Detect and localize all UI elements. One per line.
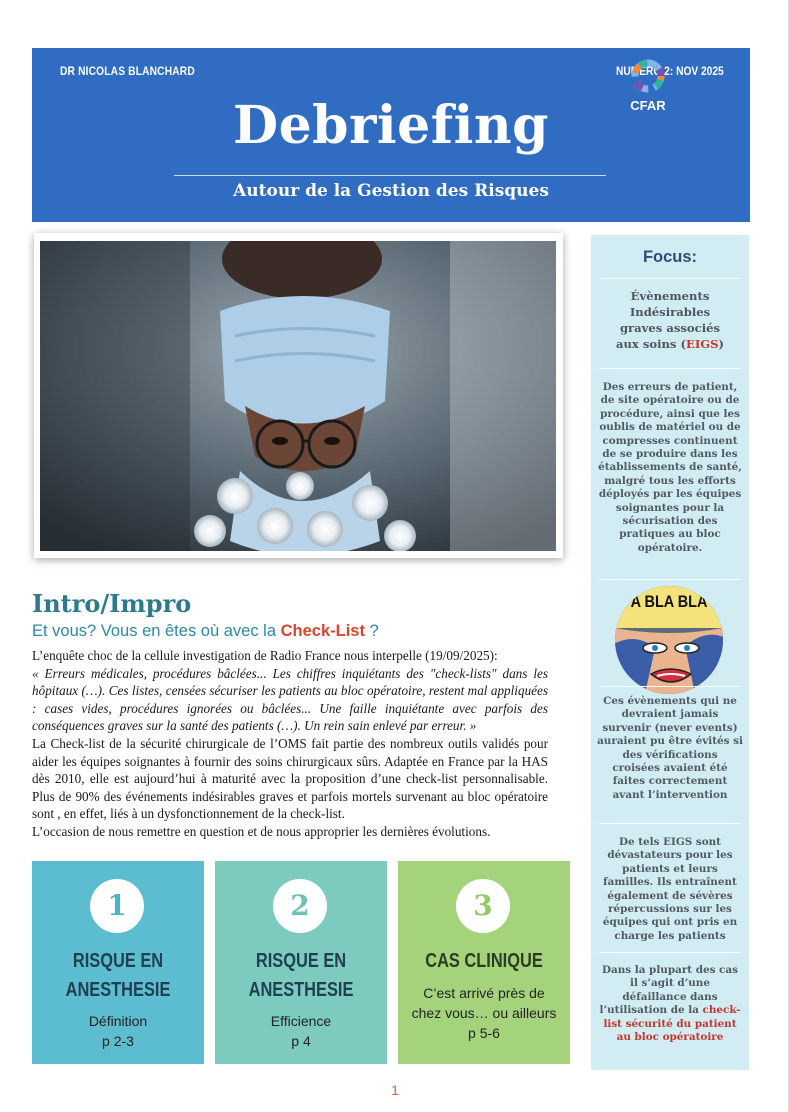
card-title-line: RISQUE EN (72, 950, 164, 972)
newsletter-title: Debriefing (232, 95, 550, 156)
sidebar-paragraph-2: Ces évènements qui ne devraient jamais survenir (never events) auraient pu être évités si des vérifications croisées avaient été faites correctement avant l’intervention (597, 695, 743, 801)
sidebar-divider (599, 278, 741, 279)
intro-paragraph-1: L’enquête choc de la cellule investigation de Radio France nous interpelle (19/09/2025): (32, 648, 498, 663)
author-name: DR NICOLAS BLANCHARD (60, 64, 195, 78)
card-page-ref: p 2-3 (102, 1033, 134, 1049)
page-number: 1 (391, 1082, 399, 1098)
heading-line: aux soins ( (615, 337, 686, 351)
card-desc-line: Efficience (270, 1013, 332, 1029)
intro-title: Intro/Impro (32, 589, 192, 618)
bla-bla-text: A BLA BLA (630, 592, 708, 611)
eigs-highlight: EIGS (686, 337, 719, 351)
heading-line-end: ) (718, 337, 725, 351)
cfar-logo-text: CFAR (630, 98, 666, 113)
sidebar-paragraph-3: De tels EIGS sont dévastateurs pour les patients et leurs familles. Ils entraînent également de sévères répercussions sur les équipes qui ont pris en charge les patients (602, 836, 738, 942)
card-title-line: ANESTHESIE (248, 979, 354, 1001)
sidebar-divider (599, 823, 741, 824)
sidebar-paragraph-1: Des erreurs de patient, de site opératoire ou de procédure, ainsi que les oublis de matériel ou de compresses continuent de se produire dans les établissements de santé, malgré tous les efforts déployés par les équipes soignantes pour la sécurisation des pratiques au bloc opératoire. (598, 381, 742, 554)
card-description (398, 983, 570, 1043)
sidebar-divider (599, 686, 741, 687)
intro-paragraph-3: L’occasion de nous remettre en question et de nous approprier les dernières évolutions. (32, 823, 491, 839)
intro-body (32, 647, 548, 841)
card-number: 3 (456, 879, 510, 933)
heading-line: graves associés (619, 321, 721, 335)
card-description (32, 1011, 204, 1051)
card-desc-line: C’est arrivé près de (423, 985, 545, 1001)
intro-subtitle-text: Et vous? Vous en êtes où avec la (32, 622, 281, 640)
card-title: CAS CLINIQUE (425, 950, 543, 972)
sidebar-divider (599, 952, 741, 953)
surgeon-photo (40, 241, 556, 551)
card-title-line: ANESTHESIE (65, 979, 171, 1001)
section-card-3[interactable] (398, 861, 570, 1064)
sidebar-paragraph-4 (597, 964, 743, 1044)
card-title-line: RISQUE EN (255, 950, 347, 972)
card-number: 2 (273, 879, 327, 933)
issue-number: NUMÉRO 2: NOV 2025 (616, 64, 724, 78)
card-description (215, 1011, 387, 1051)
card-desc-line: chez vous… ou ailleurs (411, 1005, 557, 1021)
intro-subtitle (32, 622, 379, 641)
focus-title: Focus: (642, 248, 698, 266)
checklist-link-highlight: check-list sécurité du patient au bloc opératoire (603, 1004, 741, 1044)
bla-bla-comic (615, 586, 723, 694)
header-divider (174, 175, 606, 176)
sidebar-divider (599, 579, 741, 580)
checklist-highlight: Check-List (280, 622, 365, 640)
surgeon-illustration-icon (40, 241, 556, 551)
card-page-ref: p 5-6 (468, 1025, 500, 1041)
newsletter-subtitle: Autour de la Gestion des Risques (233, 181, 549, 201)
radio-france-quote: « Erreurs médicales, procédures bâclées... Les chiffres inquiétants des "check-lists" dans les hôpitaux (…). Ces listes, censées sécuriser les patients au bloc opératoire, restent mal appliquées : cases vides, procédures ignorées ou bâclées... Une faille inquiétante avec parfois des conséquences graves sur la santé des patients (…). Un rein sain enlevé par erreur. » (32, 665, 548, 734)
section-card-1[interactable] (32, 861, 204, 1064)
sidebar-paragraph-4-text: Dans la plupart des cas il s’agit d’une défaillance dans l’utilisation de la (599, 964, 738, 1017)
heading-line: Indésirables (629, 305, 711, 319)
card-desc-line: Définition (88, 1013, 148, 1029)
sidebar-divider (599, 368, 741, 369)
intro-paragraph-2: La Check-list de la sécurité chirurgicale de l’OMS fait partie des nombreux outils validés pour aider les équipes soignantes à fournir des soins chirurgicaux sûrs. Adaptée en France par la HAS dès 2010, elle est aujourd’hui à maturité avec la proposition d’une check-list personnalisable. Plus de 90% des événements indésirables graves et parfois mortels survenant au bloc opératoire sont , en effet, liés à un dysfonctionnement de la check-list. (32, 735, 548, 822)
card-title (230, 947, 371, 1005)
section-card-2[interactable] (215, 861, 387, 1064)
card-number: 1 (90, 879, 144, 933)
focus-sidebar (591, 235, 749, 1070)
intro-subtitle-end: ? (364, 622, 379, 640)
eigs-heading (595, 288, 745, 352)
card-title (47, 947, 188, 1005)
card-page-ref: p 4 (291, 1033, 311, 1049)
heading-line: Évènements (630, 289, 710, 303)
